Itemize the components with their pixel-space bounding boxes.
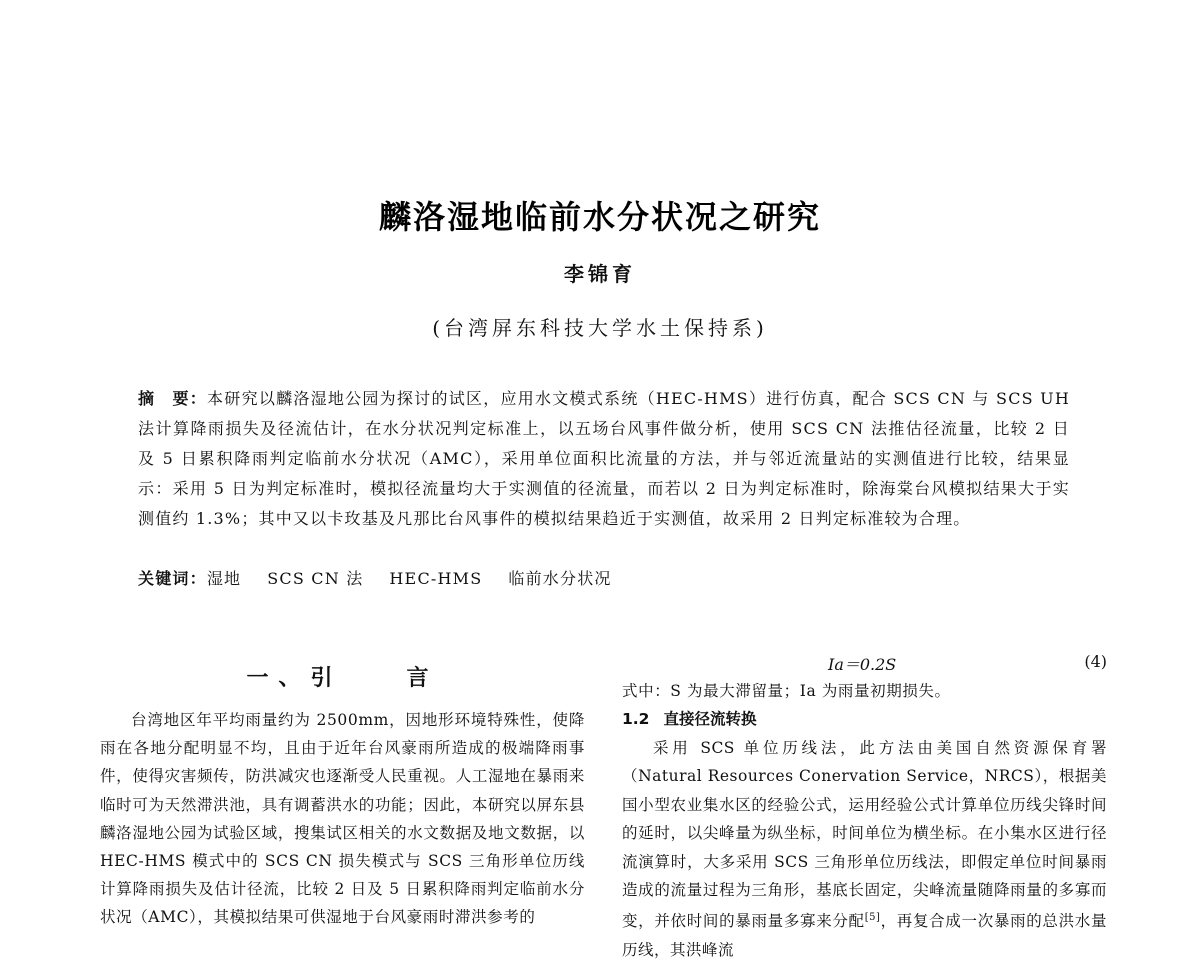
introduction-paragraph: 台湾地区年平均雨量约为 2500mm，因地形环境特殊性，使降雨在各地分配明显不均，且由于近年台风豪雨所造成的极端降雨事件，使得灾害频传，防洪减灾也逐渐受人民重视。人工湿地在暴雨来临时可为天然滞洪池，具有调蓄洪水的功能；因此，本研究以屏东县麟洛湿地公园为试验区域，搜集试区相关的水文数据及地文数据，以 HEC-HMS 模式中的 SCS CN 损失模式与 SCS 三角形单位历线计算降雨损失及估计径流，比较 2 日及 5 日累积降雨判定临前水分状况（AMC），其模拟结果可供湿地于台风豪雨时滞洪参考的 [100,711,585,927]
equation-body: Ia＝0.2S [828,655,897,674]
paper-title: 麟洛湿地临前水分状况之研究 [378,198,821,236]
subsection-title: 直接径流转换 [663,710,757,728]
paragraph-main: 采用 SCS 单位历线法，此方法由美国自然资源保育署（Natural Resources Conervation Service，NRCS），根据美国小型农业集水区的经验公式，运用经验公式计算单位历线尖锋时间的延时，以尖峰量为纵坐标，时间单位为横坐标。在小集水区进行径流演算时，大多采用 SCS 三角形单位历线法，即假定单位时间暴雨造成的流量过程为三角形，基底长固定，尖峰流量随降雨量的多寡而变，并依时间的暴雨量多寡来分配 [622,739,1107,931]
keywords [138,564,1070,594]
direct-runoff-paragraph [622,734,1107,964]
equation-4 [622,652,1107,678]
equation-note: 式中：S 为最大滞留量；Ia 为雨量初期损失。 [622,682,951,700]
abstract-label: 摘 要： [138,389,208,408]
abstract [138,384,1070,534]
subsection-heading [622,704,1107,734]
keyword-item: 湿地 [206,569,242,588]
left-column [100,660,585,932]
subsection-number: 1.2 [622,710,650,728]
abstract-text: 本研究以麟洛湿地公园为探讨的试区，应用水文模式系统（HEC-HMS）进行仿真，配合 SCS CN 与 SCS UH 法计算降雨损失及径流估计，在水分状况判定标准上，以五场台风事件做分析，使用 SCS CN 法推估径流量，比较 2 日及 5 日累积降雨判定临前水分状况（AMC），采用单位面积比流量的方法，并与邻近流量站的实测值进行比较，结果显示：采用 5 日为判定标准时，模拟径流量均大于实测值的径流量，而若以 2 日为判定标准时，除海棠台风模拟结果大于实测值约 1.3%；其中又以卡玫基及凡那比台风事件的模拟结果趋近于实测值，故采用 2 日判定标准较为合理。 [138,389,1070,528]
citation-ref[interactable]: [5] [864,912,881,924]
keyword-item: SCS CN 法 [267,569,364,588]
paragraph-tail: ，再复合成一次暴雨的总洪水量历线，其洪峰流 [622,912,1107,959]
keyword-item: 临前水分状况 [508,569,612,588]
author-name: 李锦育 [564,262,636,286]
keyword-item: HEC-HMS [389,569,483,588]
keywords-label: 关键词： [138,569,207,588]
author-affiliation: (台湾屏东科技大学水土保持系) [432,316,768,340]
right-column [622,652,1107,964]
equation-number: (4) [1084,652,1107,671]
section-heading-introduction: 一、引 言 [246,666,439,691]
